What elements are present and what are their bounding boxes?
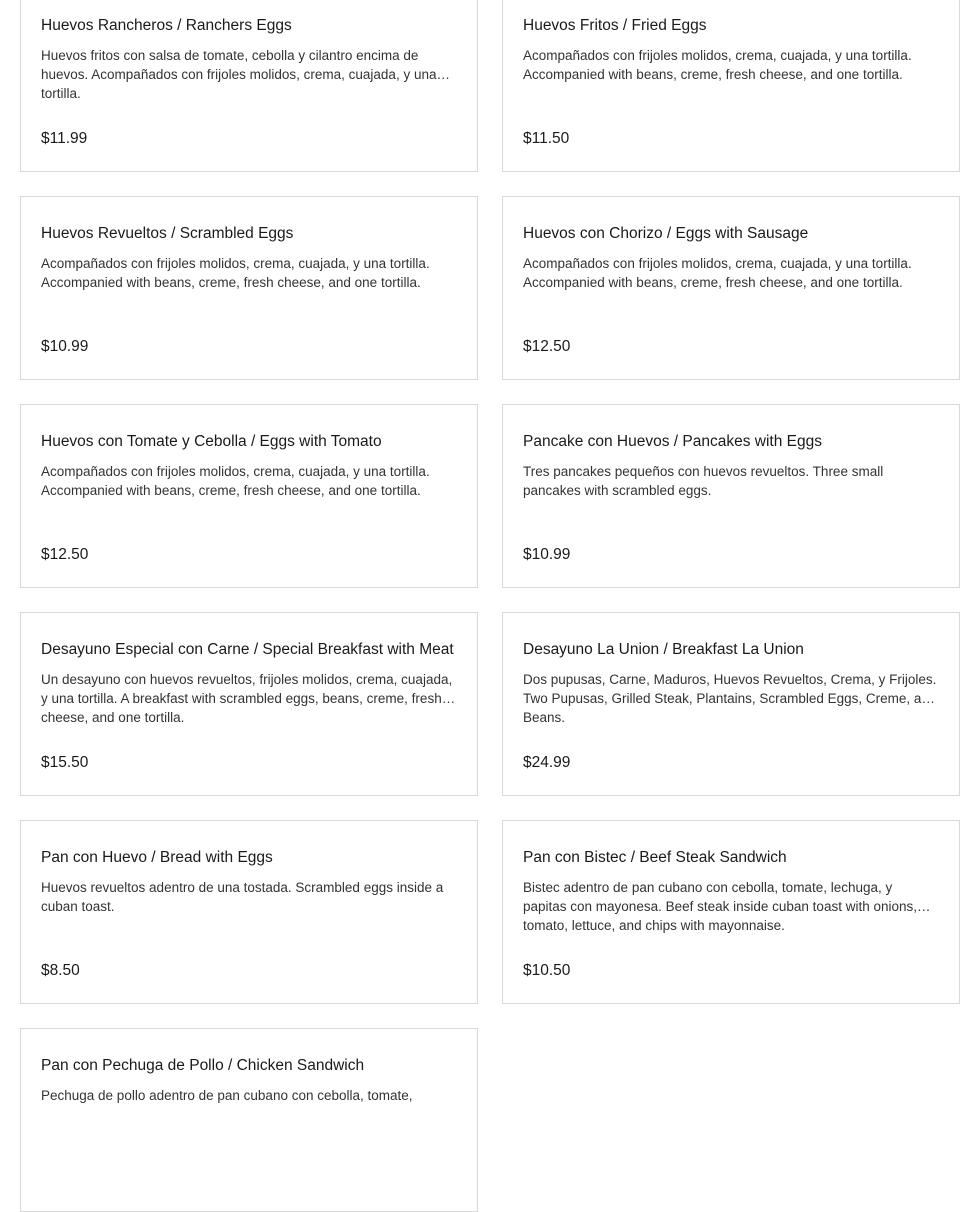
menu-item-description: Tres pancakes pequeños con huevos revueltos. Three small pancakes with scrambled eggs. bbox=[523, 464, 884, 498]
menu-item-huevos-revueltos[interactable] bbox=[20, 196, 478, 380]
menu-item-price: $15.50 bbox=[41, 754, 89, 771]
menu-item-price: $12.50 bbox=[523, 338, 571, 355]
menu-item-price: $11.99 bbox=[41, 130, 88, 147]
menu-item-name: Pan con Huevo / Bread with Eggs bbox=[41, 849, 273, 866]
menu-item-price: $24.99 bbox=[523, 754, 571, 771]
menu-item-description: Acompañados con frijoles molidos, crema, cuajada, y una tortilla. Accompanied with beans, creme, fresh cheese, and one tortilla. bbox=[523, 48, 912, 82]
menu-item-name: Huevos con Tomate y Cebolla / Eggs with Tomato bbox=[41, 433, 382, 450]
menu-item-description: Dos pupusas, Carne, Maduros, Huevos Revueltos, Crema, y Frijoles. Two Pupusas, Grilled Steak, Plantains, Scrambled Eggs, Creme, and Beans. bbox=[523, 672, 937, 725]
menu-item-description: Bistec adentro de pan cubano con cebolla, tomate, lechuga, y papitas con mayonesa. Beef steak inside cuban toast with onions, tomato, lettuce, and chips with mayonnaise. bbox=[523, 880, 917, 933]
menu-item-price: $11.50 bbox=[523, 130, 570, 147]
menu-item-description: Un desayuno con huevos revueltos, frijoles molidos, crema, cuajada, y una tortilla. A breakfast with scrambled eggs, beans, creme, fresh cheese, and one tortilla. bbox=[41, 672, 453, 725]
menu-item-pan-con-huevo[interactable] bbox=[20, 820, 478, 1004]
menu-item-price: $12.50 bbox=[41, 546, 89, 563]
menu-item-name: Pan con Pechuga de Pollo / Chicken Sandwich bbox=[41, 1057, 365, 1074]
menu-item-huevos-fritos[interactable] bbox=[502, 0, 960, 172]
menu-item-name: Pan con Bistec / Beef Steak Sandwich bbox=[523, 849, 787, 866]
menu-item-desayuno-especial[interactable] bbox=[20, 612, 478, 796]
menu-item-name: Huevos con Chorizo / Eggs with Sausage bbox=[523, 225, 809, 242]
menu-item-huevos-rancheros[interactable] bbox=[20, 0, 478, 172]
menu-item-huevos-con-tomate[interactable] bbox=[20, 404, 478, 588]
menu-item-name: Desayuno Especial con Carne / Special Breakfast with Meat bbox=[41, 641, 454, 658]
menu-item-name: Huevos Revueltos / Scrambled Eggs bbox=[41, 225, 294, 242]
menu-item-description: Huevos fritos con salsa de tomate, cebolla y cilantro encima de huevos. Acompañados con frijoles molidos, crema, cuajada, y una tortilla. bbox=[41, 48, 437, 101]
menu-item-description: Acompañados con frijoles molidos, crema, cuajada, y una tortilla. Accompanied with beans, creme, fresh cheese, and one tortilla. bbox=[523, 256, 912, 290]
menu-grid bbox=[20, 0, 960, 1212]
menu-item-pan-con-pechuga[interactable] bbox=[20, 1028, 478, 1212]
menu-item-name: Pancake con Huevos / Pancakes with Eggs bbox=[523, 433, 822, 450]
menu-item-description: Acompañados con frijoles molidos, crema, cuajada, y una tortilla. Accompanied with beans, creme, fresh cheese, and one tortilla. bbox=[41, 256, 430, 290]
menu-item-pancake-con-huevos[interactable] bbox=[502, 404, 960, 588]
menu-item-description: Pechuga de pollo adentro de pan cubano con cebolla, tomate, bbox=[41, 1088, 413, 1103]
menu-item-description: Huevos revueltos adentro de una tostada. Scrambled eggs inside a cuban toast. bbox=[41, 880, 444, 914]
menu-item-name: Desayuno La Union / Breakfast La Union bbox=[523, 641, 804, 658]
menu-item-huevos-con-chorizo[interactable] bbox=[502, 196, 960, 380]
menu-item-price: $10.99 bbox=[41, 338, 89, 355]
menu-item-name: Huevos Rancheros / Ranchers Eggs bbox=[41, 17, 292, 34]
menu-item-price: $10.99 bbox=[523, 546, 571, 563]
menu-item-price: $10.50 bbox=[523, 962, 571, 979]
menu-item-description: Acompañados con frijoles molidos, crema, cuajada, y una tortilla. Accompanied with beans, creme, fresh cheese, and one tortilla. bbox=[41, 464, 430, 498]
menu-item-name: Huevos Fritos / Fried Eggs bbox=[523, 17, 707, 34]
menu-item-price: $8.50 bbox=[41, 962, 80, 979]
menu-item-pan-con-bistec[interactable] bbox=[502, 820, 960, 1004]
menu-item-desayuno-la-union[interactable] bbox=[502, 612, 960, 796]
